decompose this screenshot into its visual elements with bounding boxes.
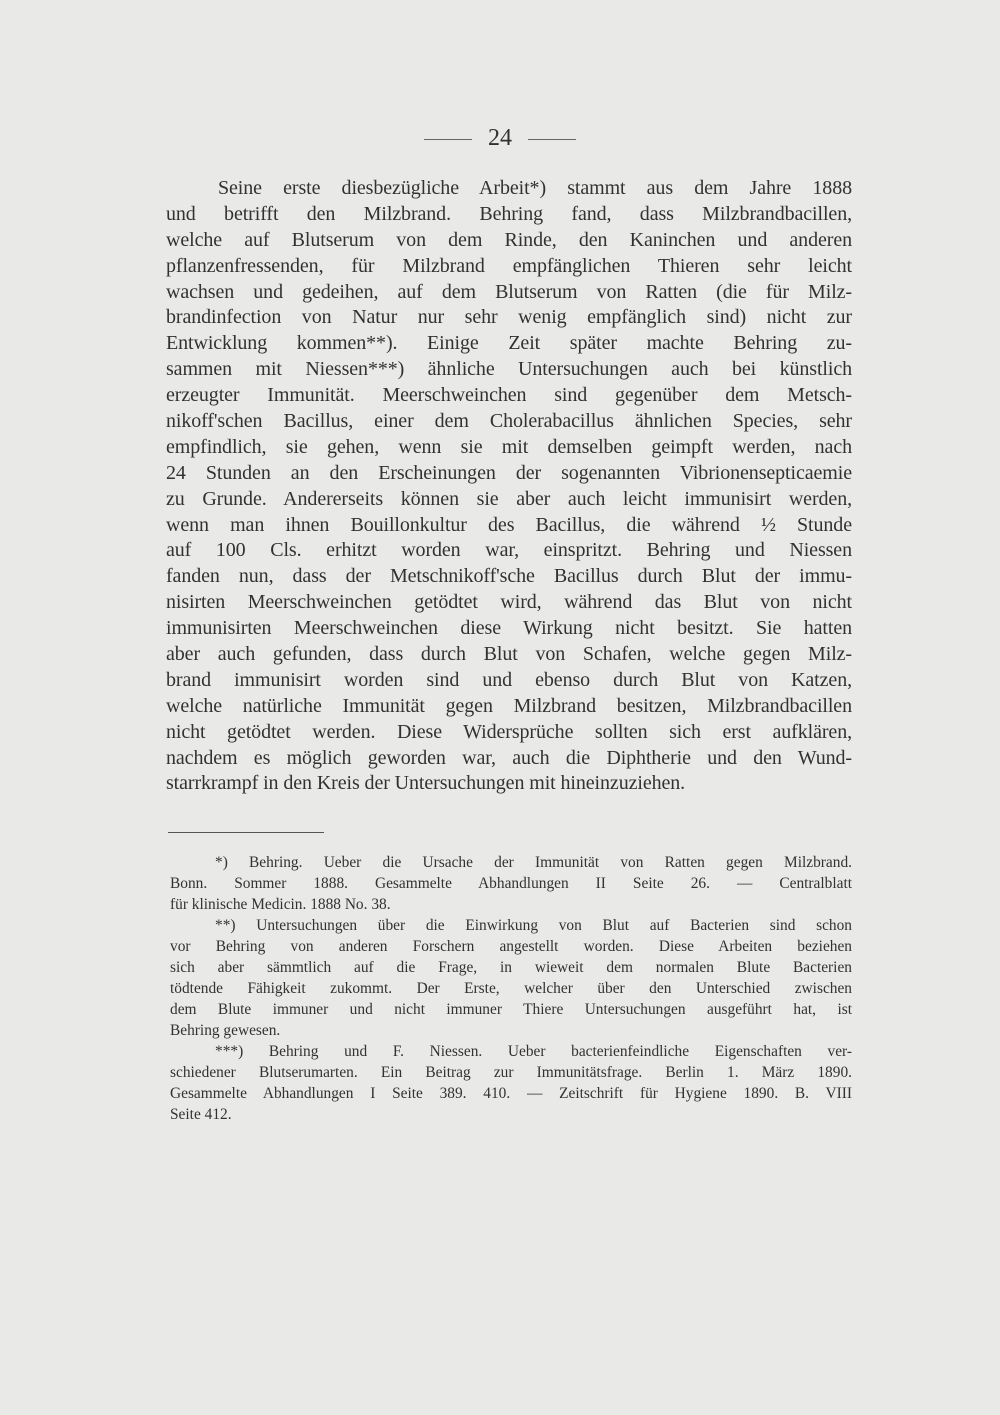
footnote-line: Bonn. Sommer 1888. Gesammelte Abhandlungen II Seite 26. — Centralblatt: [170, 875, 852, 892]
body-line: 24 Stunden an den Erscheinungen der sogenannten Vibrionensepticaemie: [166, 461, 852, 484]
body-line: und betrifft den Milzbrand. Behring fand, dass Milzbrandbacillen,: [166, 202, 852, 225]
page-header: [0, 124, 1000, 152]
footnote-line: ***) Behring und F. Niessen. Ueber bacterienfeindliche Eigenschaften ver-: [215, 1043, 852, 1060]
body-line: nicht getödtet werden. Diese Widersprüche sollten sich erst aufklären,: [166, 720, 852, 743]
body-line: welche natürliche Immunität gegen Milzbrand besitzen, Milzbrandbacillen: [166, 694, 852, 717]
footnote-line: **) Untersuchungen über die Einwirkung von Blut auf Bacterien sind schon: [215, 917, 852, 934]
body-line: starrkrampf in den Kreis der Untersuchungen mit hineinzuziehen.: [166, 772, 686, 795]
body-line: auf 100 Cls. erhitzt worden war, einspritzt. Behring und Niessen: [166, 539, 852, 562]
body-line: aber auch gefunden, dass durch Blut von Schafen, welche gegen Milz-: [166, 643, 852, 666]
body-line: pflanzenfressenden, für Milzbrand empfänglichen Thieren sehr leicht: [166, 254, 852, 277]
header-rule-left: [424, 139, 472, 140]
footnote-line: *) Behring. Ueber die Ursache der Immunität von Ratten gegen Milzbrand.: [215, 854, 852, 871]
footnote-line: tödtende Fähigkeit zukommt. Der Erste, welcher über den Unterschied zwischen: [170, 980, 852, 997]
footnote-line: Seite 412.: [170, 1106, 232, 1123]
body-line: wachsen und gedeihen, auf dem Blutserum von Ratten (die für Milz-: [166, 280, 852, 303]
body-line: wenn man ihnen Bouillonkultur des Bacillus, die während ½ Stunde: [166, 513, 852, 536]
body-line: welche auf Blutserum von dem Rinde, den Kaninchen und anderen: [166, 228, 852, 251]
body-line: fanden nun, dass der Metschnikoff'sche Bacillus durch Blut der immu-: [166, 565, 852, 588]
body-line: immunisirten Meerschweinchen diese Wirkung nicht besitzt. Sie hatten: [166, 617, 852, 640]
body-paragraph: [166, 176, 852, 797]
footnote-line: Behring gewesen.: [170, 1022, 281, 1039]
body-line: nisirten Meerschweinchen getödtet wird, während das Blut von nicht: [166, 591, 852, 614]
footnote-separator: [168, 832, 324, 833]
footnote-line: dem Blute immuner und nicht immuner Thiere Untersuchungen ausgeführt hat, ist: [170, 1001, 852, 1018]
body-line: Seine erste diesbezügliche Arbeit*) stammt aus dem Jahre 1888: [218, 177, 852, 199]
body-line: empfindlich, sie gehen, wenn sie mit demselben geimpft werden, nach: [166, 435, 852, 458]
body-line: nikoff'schen Bacillus, einer dem Cholerabacillus ähnlichen Species, sehr: [166, 410, 852, 433]
body-line: brandinfection von Natur nur sehr wenig empfänglich sind) nicht zur: [166, 306, 852, 329]
footnote-line: für klinische Medicin. 1888 No. 38.: [170, 896, 391, 913]
header-rule-right: [528, 139, 576, 140]
page-number: 24: [488, 125, 512, 151]
body-line: brand immunisirt worden sind und ebenso durch Blut von Katzen,: [166, 668, 852, 691]
footnote-line: sich aber sämmtlich auf die Frage, in wieweit dem normalen Blute Bacterien: [170, 959, 852, 976]
body-line: zu Grunde. Andererseits können sie aber auch leicht immunisirt werden,: [166, 487, 852, 510]
footnotes: [170, 852, 852, 1125]
footnote-line: Gesammelte Abhandlungen I Seite 389. 410. — Zeitschrift für Hygiene 1890. B. VIII: [170, 1085, 852, 1102]
footnote-line: schiedener Blutserumarten. Ein Beitrag zur Immunitätsfrage. Berlin 1. März 1890.: [170, 1064, 852, 1081]
body-line: sammen mit Niessen***) ähnliche Untersuchungen auch bei künstlich: [166, 358, 852, 381]
body-line: Entwicklung kommen**). Einige Zeit später machte Behring zu-: [166, 332, 852, 355]
body-line: nachdem es möglich geworden war, auch die Diphtherie und den Wund-: [166, 746, 852, 769]
footnote-line: vor Behring von anderen Forschern angestellt worden. Diese Arbeiten beziehen: [170, 938, 852, 955]
body-line: erzeugter Immunität. Meerschweinchen sind gegenüber dem Metsch-: [166, 384, 852, 407]
